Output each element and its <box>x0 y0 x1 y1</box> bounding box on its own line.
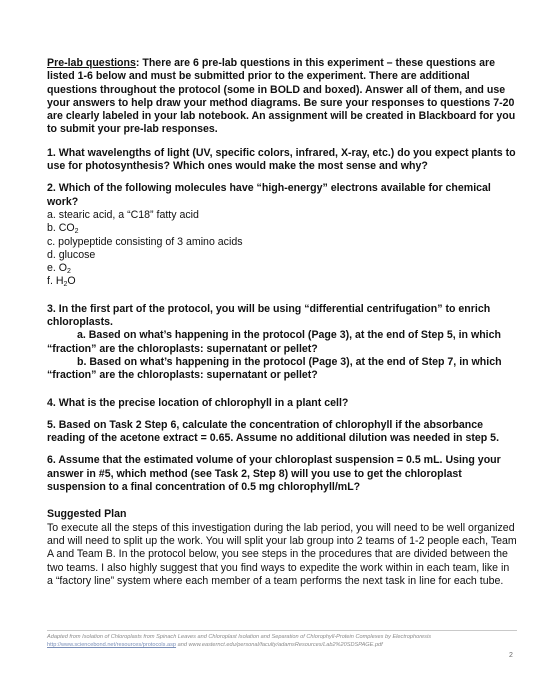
question-3a: a. Based on what’s happening in the protocol (Page 3), at the end of Step 5, in which “fraction” are the chloroplasts: supernatant or pellet? <box>47 329 501 355</box>
option-f <box>47 275 517 288</box>
footer-divider <box>47 630 517 631</box>
footer-line-1: Adapted from Isolation of Chloroplasts from Spinach Leaves and Chloroplast Isolation and Separation of Chlorophyll-Protein Complexes by Electrophoresis <box>47 634 432 640</box>
footer-line-2 <box>47 641 517 649</box>
page-number: 2 <box>509 652 513 659</box>
option-e <box>47 262 517 275</box>
prelab-heading: Pre-lab questions <box>47 57 136 69</box>
question-2 <box>47 182 517 288</box>
question-4: 4. What is the precise location of chlorophyll in a plant cell? <box>47 396 349 409</box>
option-a: a. stearic acid, a “C18” fatty acid <box>47 208 199 221</box>
option-e-text: e. O <box>47 262 68 275</box>
prelab-intro-text: : There are 6 pre-lab questions in this experiment – these questions are listed 1-6 below and must be submitted prior to the experiment. There are additional questions throughout the protocol (some in BOLD and boxed). Answer all of them, and use your answers to help draw your method diagrams. Be sure your responses to questions 7-20 are clearly labeled in your lab notebook. An assignment will be created in Blackboard for you to submit your pre-lab responses. <box>47 57 516 136</box>
option-b <box>47 222 517 235</box>
question-6: 6. Assume that the estimated volume of your chloroplast suspension = 0.5 mL. Using your answer in #5, which method (see Task 2, Step 8) will you use to get the chloroplast suspension to a final concentration of 0.5 mg chlorophyll/mL? <box>47 454 501 494</box>
option-f-text: f. H <box>47 275 64 288</box>
question-3-stem: 3. In the first part of the protocol, you will be using “differential centrifugation” to enrich chloroplasts. <box>47 302 491 329</box>
option-d: d. glucose <box>47 248 96 261</box>
prelab-intro <box>47 57 517 137</box>
option-b-text: b. CO <box>47 222 75 235</box>
suggested-plan-body: To execute all the steps of this investigation during the lab period, you will need to be well organized and will need to split up the work. You will split your lab group into 2 teams of 1-2 people each, Team A and Team B. In the protocol below, you see steps in the procedures that are divided between the two teams. I also highly suggest that you find ways to expedite the work within in each team, like in a “factory line” system where each member of a team performs the next task in line for each tube. <box>47 521 517 587</box>
option-f-text-end: O <box>67 275 76 288</box>
option-f-subscript: 2 <box>63 281 68 289</box>
option-e-subscript: 2 <box>67 268 71 276</box>
footer-line-2-text: and www.easternct.edu/personal/faculty/adamsResources/Lab2%20SDSPAGE.pdf <box>176 642 383 648</box>
question-5: 5. Based on Task 2 Step 6, calculate the concentration of chlorophyll if the absorbance reading of the acetone extract = 0.65. Assume no additional dilution was needed in step 5. <box>47 418 500 445</box>
footer-link[interactable]: http://www.sciencebond.net/resources/protocols.asp <box>47 642 177 648</box>
question-2-stem: 2. Which of the following molecules have “high-energy” electrons available for chemical work? <box>47 182 491 208</box>
footer-citation <box>47 633 517 649</box>
question-1: 1. What wavelengths of light (UV, specific colors, infrared, X-ray, etc.) do you expect plants to use for photosynthesis? Which ones would make the most sense and why? <box>47 146 516 173</box>
question-3b: b. Based on what’s happening in the protocol (Page 3), at the end of Step 7, in which “fraction” are the chloroplasts: supernatant or pellet? <box>47 355 502 382</box>
page-content <box>47 57 517 588</box>
option-b-subscript: 2 <box>74 228 79 236</box>
suggested-plan-title: Suggested Plan <box>47 508 127 521</box>
question-3 <box>47 303 517 383</box>
option-c: c. polypeptide consisting of 3 amino acids <box>47 235 243 248</box>
